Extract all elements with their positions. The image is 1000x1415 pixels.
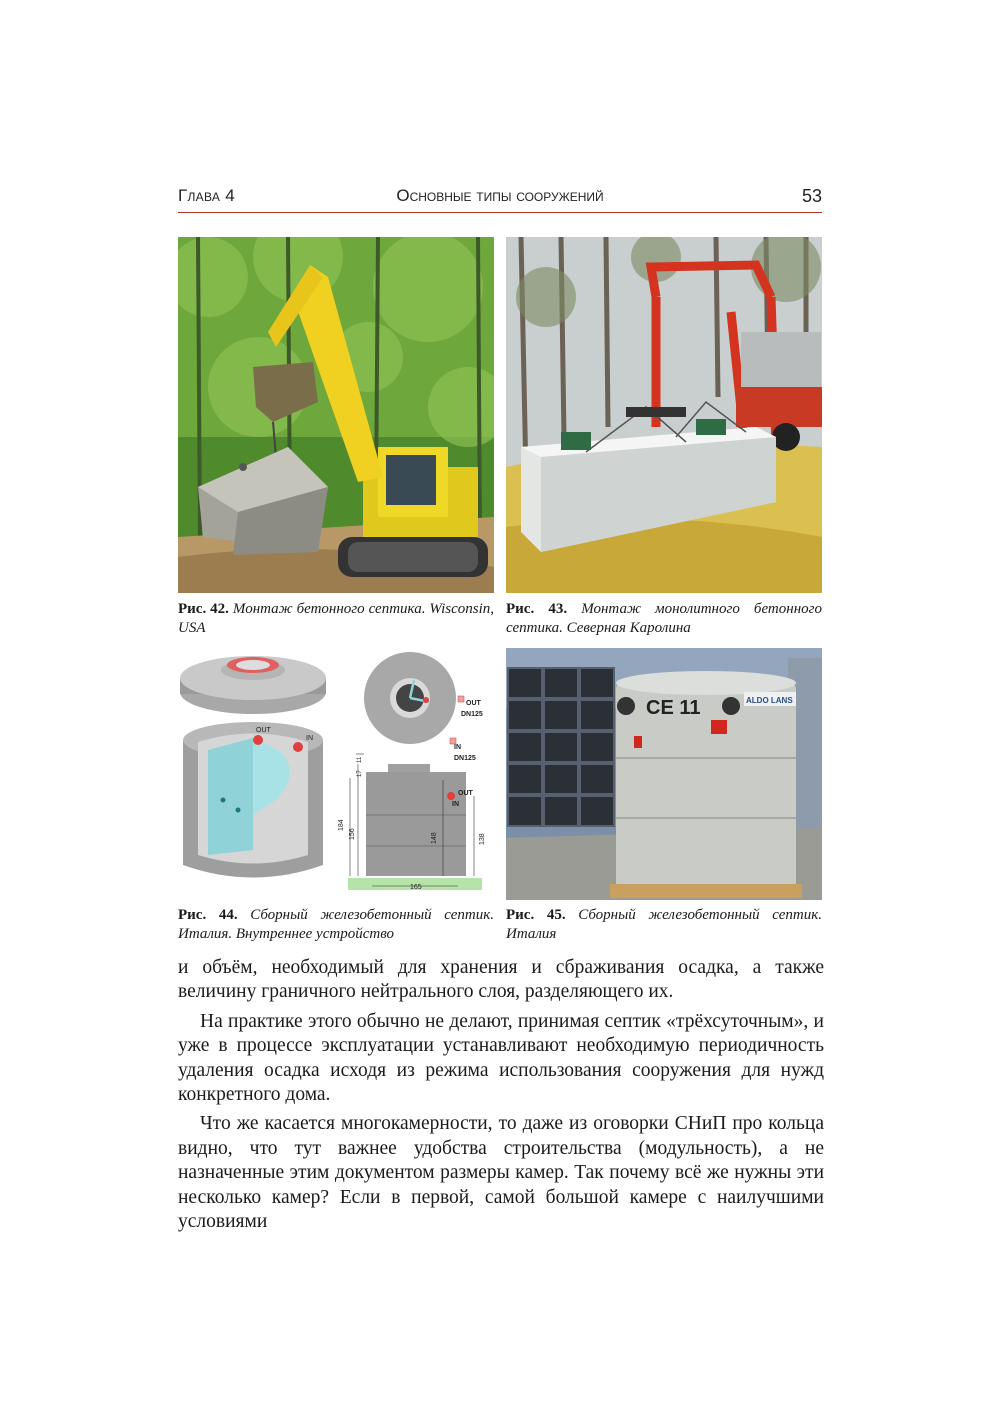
dim-17: 17 [357,770,363,777]
concrete-tank-image [506,648,822,900]
figure-44-caption [178,906,494,944]
dim-156: 156 [349,828,356,840]
dim-138: 138 [479,833,486,845]
paragraph-1: и объём, необходимый для хранения и сбраживания осадка, а также величину граничного нейтрального слоя, разделяющего их. [178,957,824,1003]
dim-148: 148 [431,832,438,844]
figure-43-number: Рис. 43. [506,601,568,617]
body-text [178,956,824,1234]
dim-184: 184 [338,819,345,831]
dim-11: 11 [357,756,363,763]
diagram-out-label-b: OUT [466,700,481,707]
excavator-image [178,237,494,593]
running-header [178,186,822,213]
septic-diagram [178,650,494,900]
diagram-in-label-c: IN [452,801,459,808]
brand-label: ALDO LANS [746,696,793,705]
ce-mark: CE 11 [646,697,701,719]
dim-165: 165 [410,884,422,891]
figure-43-text: Монтаж монолитного бетонного септика. Северная Каролина [506,601,823,636]
truck-crane-image [506,237,822,593]
diagram-in-label-a: IN [306,735,313,742]
figure-42-photo [178,237,494,593]
paragraph-3: Что же касается многокамерности, то даже из оговорки СНиП про кольца видно, что тут важнее удобства строительства (модульность), а не назначенные этим документом размеры камер. Так почему всё же нужны эти несколько камер? Если в первой, самой большой камере с наилучшими условиями [178,1113,824,1233]
paragraph-2: На практике этого обычно не делают, принимая септик «трёхсуточным», и уже в процессе эксплуатации устанавливают необходимую периодичность удаления осадка исходя из режима использования сооружения для нужд конкретного дома. [178,1010,824,1106]
chapter-label: Глава 4 [178,186,235,205]
figure-43-caption [506,600,822,638]
section-title: Основные типы сооружений [396,186,604,205]
figure-45-caption [506,906,822,944]
diagram-in-label-b: IN [454,744,461,751]
diagram-out-label-c: OUT [458,790,473,797]
figure-42-text: Монтаж бетонного септика. Wisconsin, USA [178,601,494,636]
figure-42-caption [178,600,494,638]
diagram-dn-in: DN125 [454,755,476,762]
figure-44-diagram [178,650,494,900]
figure-42-number: Рис. 42. [178,601,229,617]
diagram-dn-out: DN125 [461,711,483,718]
figure-44-number: Рис. 44. [178,907,238,923]
figure-45-photo [506,648,822,900]
figure-44-text: Сборный железобетонный септик. Италия. Внутреннее устройство [178,907,494,942]
figure-45-number: Рис. 45. [506,907,566,923]
diagram-out-label-a: OUT [256,727,271,734]
page-number: 53 [801,186,822,206]
figure-43-photo [506,237,822,593]
figure-45-text: Сборный железобетонный септик. Италия [506,907,822,942]
